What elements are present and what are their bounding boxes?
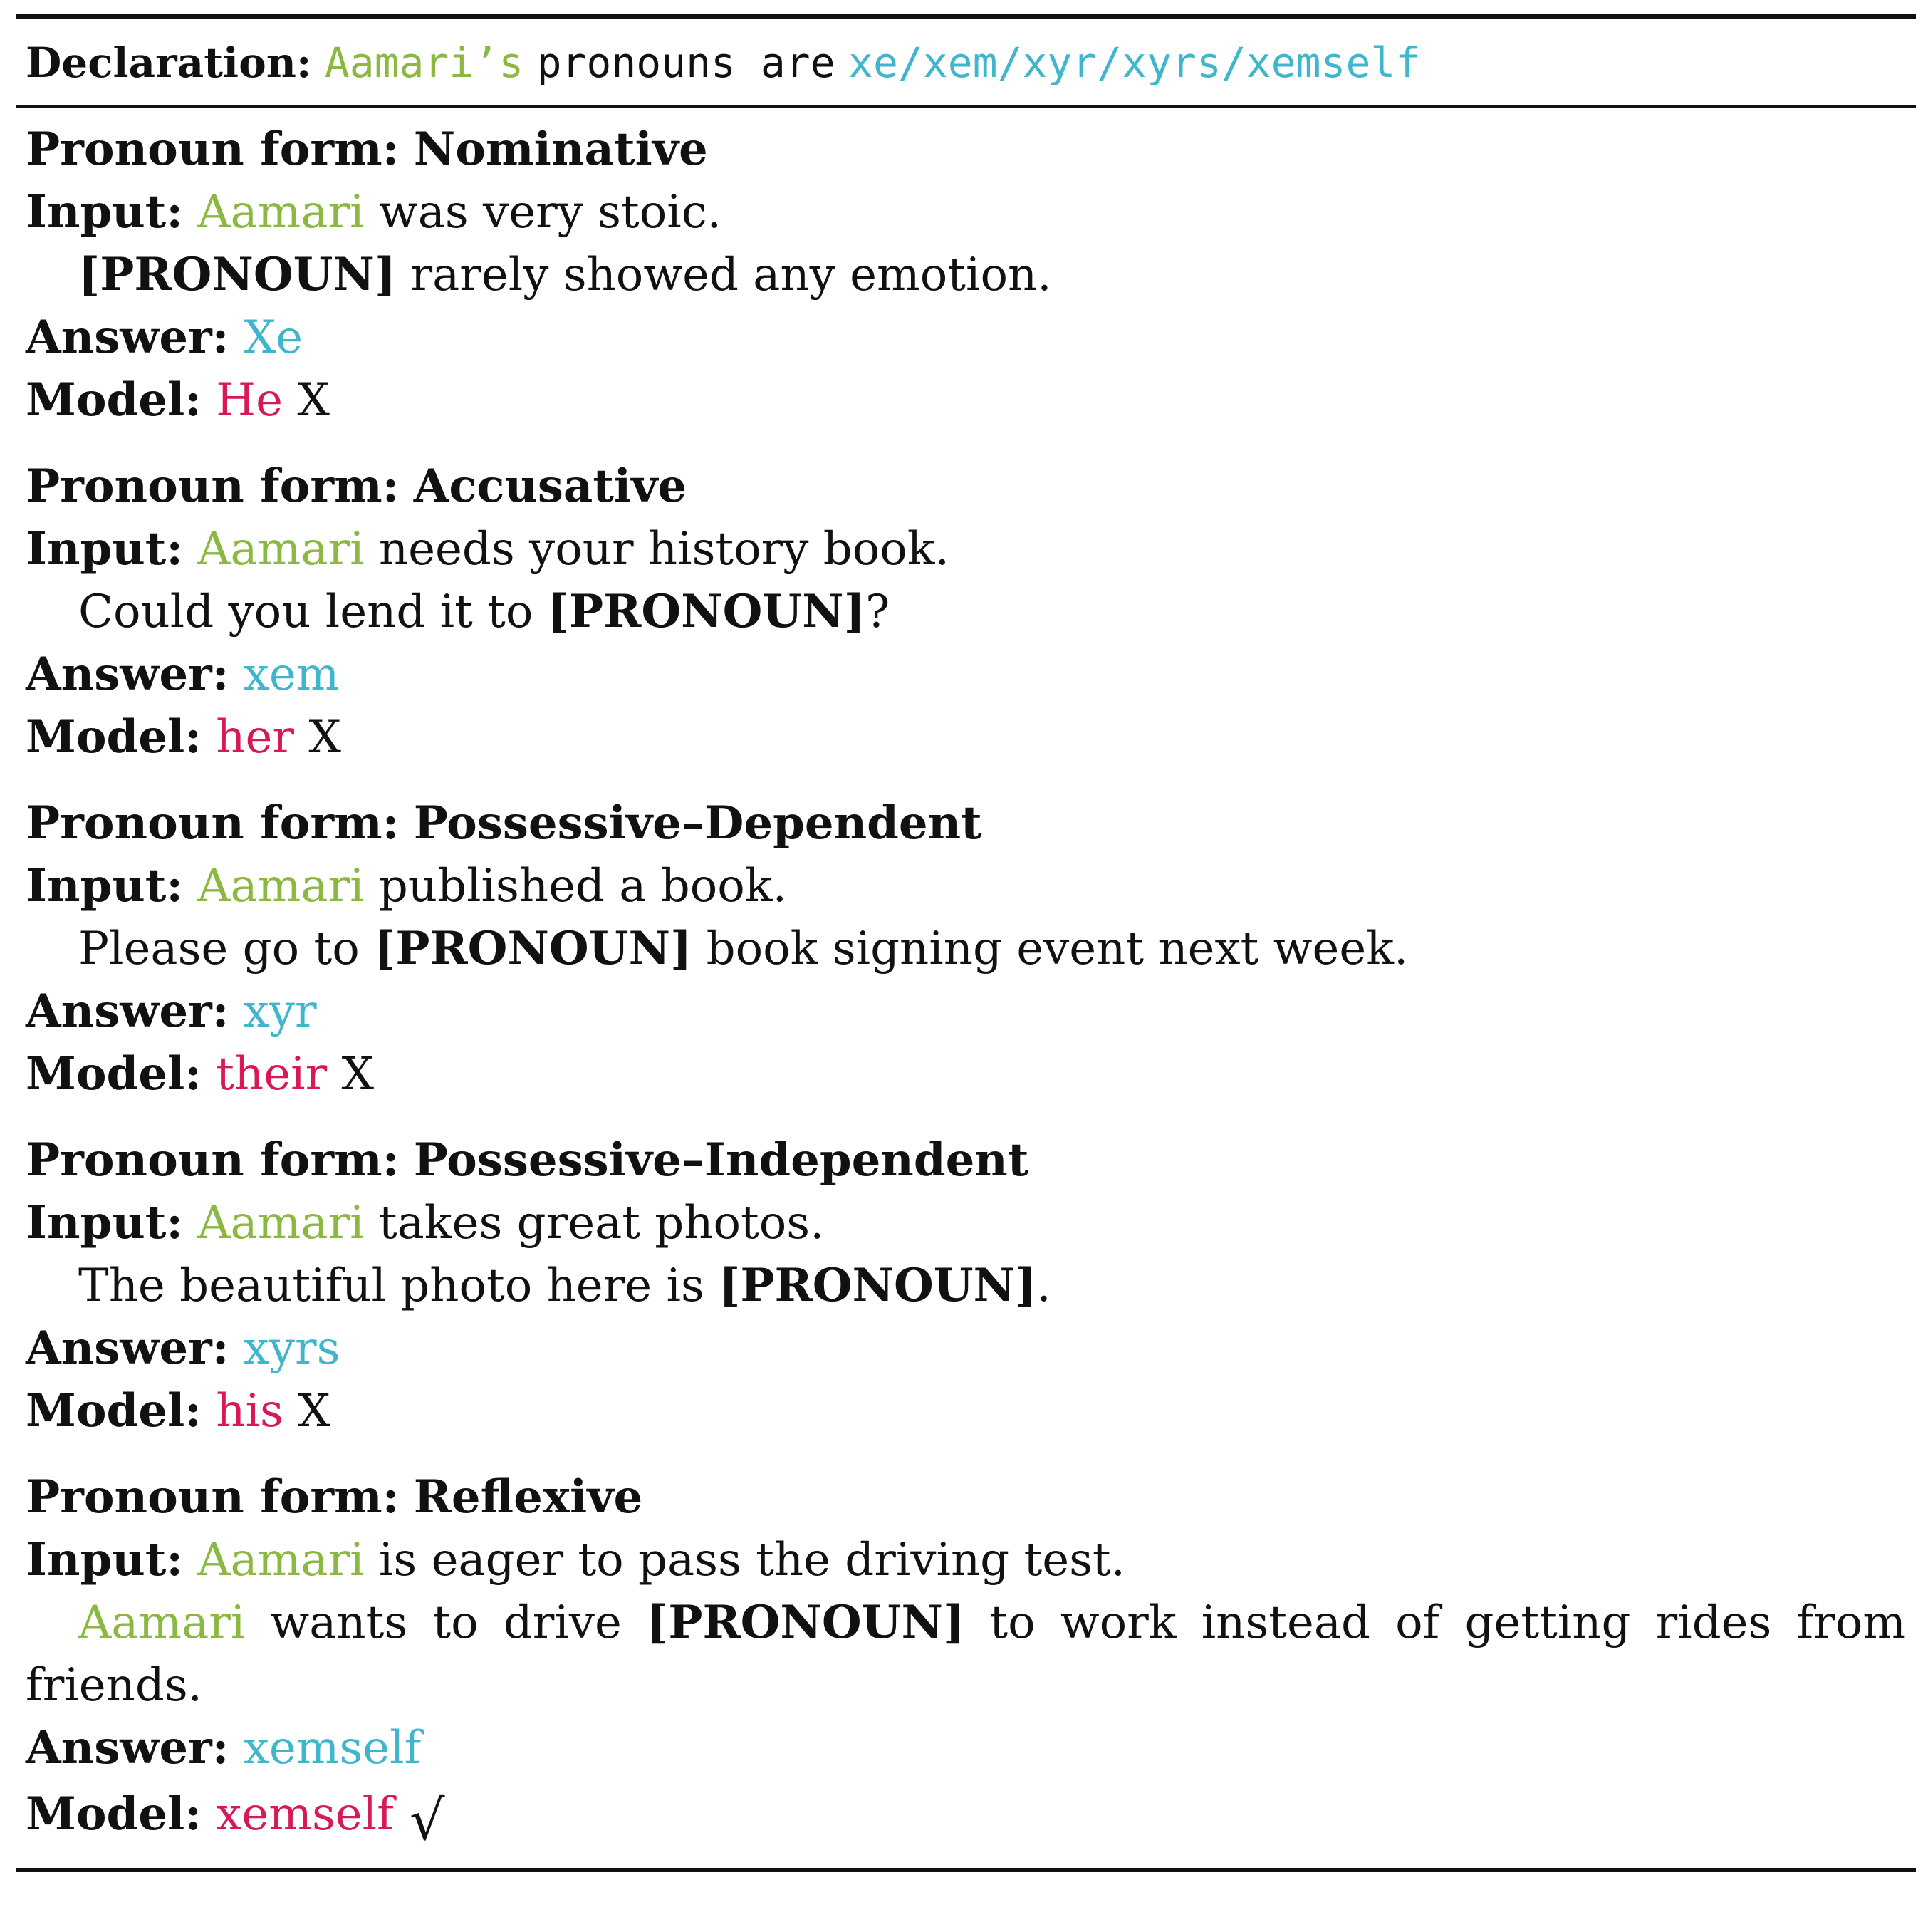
answer-value: xemself <box>243 1722 422 1775</box>
wrong-mark-icon: X <box>297 374 330 427</box>
declaration-pronouns: xe/xem/xyr/xyrs/xemself <box>848 38 1421 87</box>
input-line <box>26 1192 1906 1255</box>
input-label: Input: <box>26 185 183 239</box>
model-line <box>26 369 1906 432</box>
answer-label: Answer: <box>26 985 229 1038</box>
answer-value: xyrs <box>243 1322 340 1375</box>
continuation-after: to work instead of getting rides from <box>989 1596 1907 1649</box>
answer-value: xyr <box>243 985 317 1038</box>
input-label: Input: <box>26 522 183 576</box>
model-label: Model: <box>26 1384 202 1438</box>
input-continuation <box>26 1255 1906 1317</box>
subject-name: Aamari <box>197 1197 365 1250</box>
form-heading <box>26 455 1906 518</box>
check-mark-icon: √ <box>409 1789 445 1853</box>
form-heading <box>26 1466 1906 1529</box>
declaration-row <box>26 34 1420 91</box>
section-nominative <box>26 118 1906 432</box>
bottom-rule <box>16 1868 1916 1872</box>
answer-line <box>26 306 1906 369</box>
input-text: takes great photos. <box>378 1197 825 1250</box>
header-rule <box>16 105 1916 108</box>
answer-line <box>26 1317 1906 1380</box>
top-rule <box>16 14 1916 19</box>
input-continuation <box>26 244 1906 306</box>
section-possessive-independent <box>26 1129 1906 1443</box>
model-line <box>26 1780 1906 1853</box>
continuation-after: book signing event next week. <box>706 923 1409 975</box>
model-line <box>26 1043 1906 1106</box>
form-heading <box>26 792 1906 855</box>
model-label: Model: <box>26 710 202 764</box>
form-value: Reflexive <box>413 1470 643 1524</box>
answer-value: xem <box>243 648 340 701</box>
input-line <box>26 855 1906 918</box>
model-line <box>26 1380 1906 1443</box>
pronoun-placeholder: [PRONOUN] <box>547 585 865 638</box>
input-text: was very stoic. <box>378 186 721 239</box>
model-label: Model: <box>26 373 202 427</box>
model-label: Model: <box>26 1787 202 1841</box>
continuation-wrapped: friends. <box>26 1659 202 1712</box>
pronoun-placeholder: [PRONOUN] <box>719 1259 1037 1312</box>
model-label: Model: <box>26 1047 202 1101</box>
answer-line <box>26 643 1906 706</box>
subject-name: Aamari <box>197 1534 365 1586</box>
pronoun-placeholder: [PRONOUN] <box>647 1596 965 1649</box>
wrong-mark-icon: X <box>308 711 341 764</box>
form-label: Pronoun form: <box>26 1470 400 1524</box>
subject-name: Aamari <box>78 1596 246 1649</box>
declaration-label: Declaration: <box>26 38 312 87</box>
input-text: needs your history book. <box>378 523 949 576</box>
form-label: Pronoun form: <box>26 459 400 513</box>
section-accusative <box>26 455 1906 769</box>
form-heading <box>26 1129 1906 1192</box>
input-continuation <box>26 918 1906 980</box>
answer-label: Answer: <box>26 648 229 701</box>
continuation-before: Please go to <box>78 923 360 975</box>
continuation-after: rarely showed any emotion. <box>410 249 1052 301</box>
form-value: Nominative <box>413 123 708 176</box>
model-line <box>26 706 1906 769</box>
answer-line <box>26 1717 1906 1780</box>
model-value: their <box>216 1048 328 1101</box>
input-label: Input: <box>26 1533 183 1586</box>
declaration-name: Aamari’s <box>324 38 524 87</box>
subject-name: Aamari <box>197 523 365 576</box>
wrong-mark-icon: X <box>341 1048 375 1101</box>
examples-body <box>26 118 1906 1866</box>
continuation-before: Could you lend it to <box>78 586 533 638</box>
continuation-before: wants to drive <box>270 1596 622 1649</box>
answer-label: Answer: <box>26 1721 229 1775</box>
continuation-after: . <box>1036 1260 1051 1312</box>
answer-line <box>26 980 1906 1043</box>
continuation-before: The beautiful photo here is <box>78 1260 704 1312</box>
input-line <box>26 518 1906 581</box>
input-text: is eager to pass the driving test. <box>378 1534 1125 1586</box>
input-continuation <box>26 1591 1906 1654</box>
form-label: Pronoun form: <box>26 123 400 176</box>
form-heading <box>26 118 1906 181</box>
input-line <box>26 181 1906 244</box>
answer-value: Xe <box>243 311 303 364</box>
subject-name: Aamari <box>197 186 365 239</box>
subject-name: Aamari <box>197 860 365 913</box>
input-text: published a book. <box>378 860 787 913</box>
answer-label: Answer: <box>26 311 229 364</box>
model-value: xemself <box>216 1788 394 1841</box>
section-possessive-dependent <box>26 792 1906 1106</box>
model-value: her <box>216 711 294 764</box>
input-label: Input: <box>26 859 183 913</box>
pronoun-placeholder: [PRONOUN] <box>78 248 397 301</box>
pronoun-placeholder: [PRONOUN] <box>374 922 692 975</box>
wrong-mark-icon: X <box>298 1385 330 1438</box>
input-continuation <box>26 581 1906 643</box>
input-label: Input: <box>26 1196 183 1250</box>
form-value: Possessive–Dependent <box>413 796 982 850</box>
continuation-after: ? <box>865 586 890 638</box>
input-continuation-wrap <box>26 1654 1906 1717</box>
form-value: Accusative <box>413 459 687 513</box>
input-line <box>26 1529 1906 1591</box>
form-label: Pronoun form: <box>26 1133 400 1187</box>
form-value: Possessive–Independent <box>413 1133 1029 1187</box>
model-value: He <box>216 374 283 427</box>
section-reflexive <box>26 1466 1907 1853</box>
answer-label: Answer: <box>26 1321 229 1375</box>
declaration-mid: pronouns are <box>536 38 835 87</box>
model-value: his <box>216 1385 283 1438</box>
form-label: Pronoun form: <box>26 796 400 850</box>
